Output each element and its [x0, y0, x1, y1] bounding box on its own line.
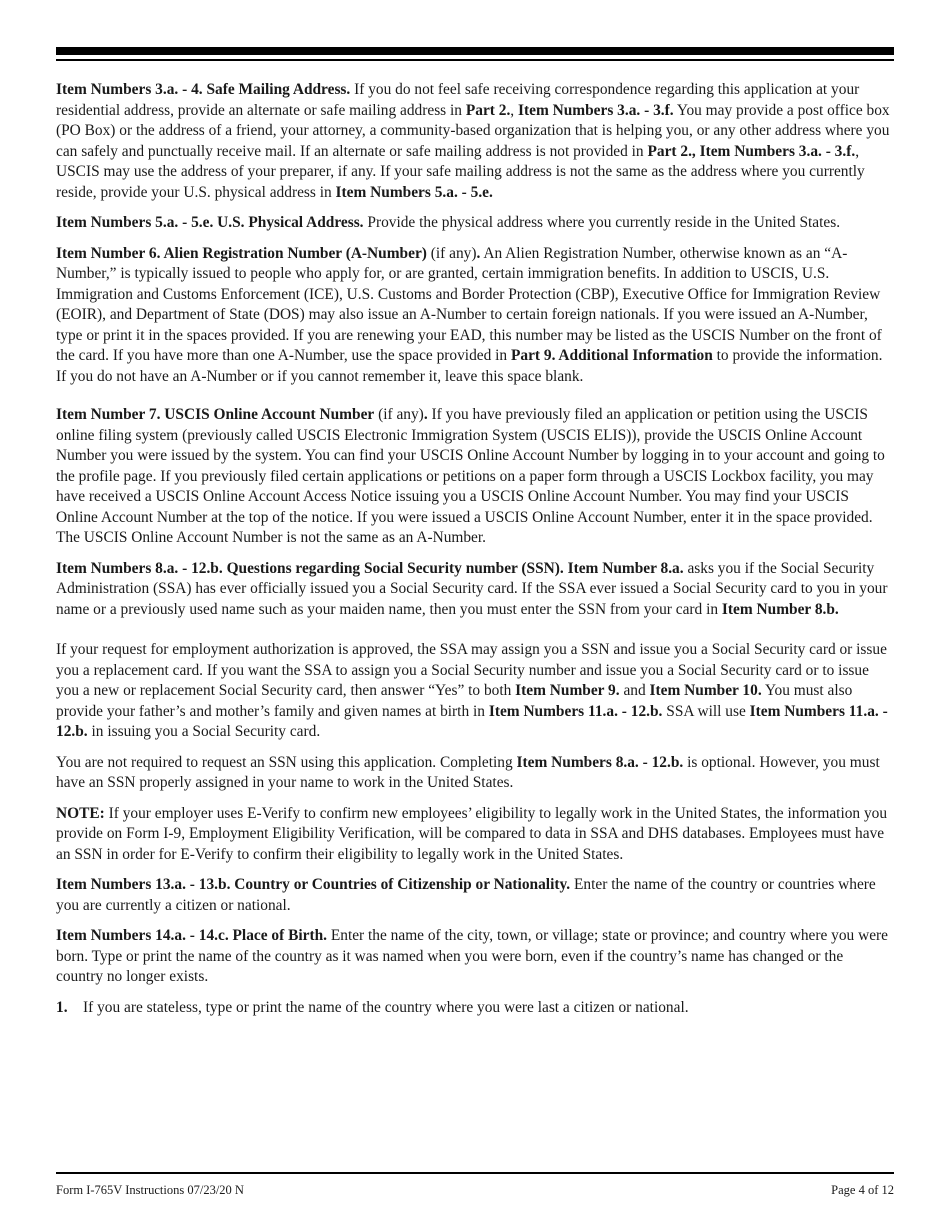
bold-ref: Part 2., Item Numbers 3.a. - 3.f. — [647, 142, 856, 160]
bold-ref: . — [423, 406, 428, 423]
footer-rule — [56, 1172, 894, 1174]
paragraph-us-physical-address — [56, 213, 894, 234]
header-rule-thick — [56, 47, 894, 55]
bold-ref: Item Numbers 8.a. - 12.b. — [516, 753, 684, 771]
list-number: 1. — [56, 998, 68, 1016]
bold-ref: Part 2. — [465, 101, 511, 119]
bold-ref: Item Number 8.b. — [721, 600, 839, 618]
bold-ref: Item Numbers 11.a. - 12.b. — [56, 702, 888, 740]
text: asks you if the Social Security Administration (SSA) has ever officially issued you a Social Security card. If the SSA ever issued a Social Security card to you in your name or a previously used name such as your maiden name, then you must enter the SSN from your card in — [56, 559, 888, 618]
header-rule-thin — [56, 59, 894, 61]
text: If your employer uses E-Verify to confirm new employees’ eligibility to legally work in the United States, the information you provide on Form I-9, Employment Eligibility Verification, will be compared to data in SSA and DHS databases. Employees must have an SSN in order for E-Verify to confirm their eligibility to legally work in the United States. — [56, 804, 888, 863]
text: If your request for employment authorization is approved, the SSA may assign you a SSN and issue you a Social Security card or issue you a replacement card. If you want the SSA to assign you a Social Security number and issue you a Social Security card or to issue you a new or replacement Social Security card, then answer “Yes” to both — [56, 641, 887, 699]
paragraph-note-e-verify — [56, 804, 894, 866]
text: , — [510, 101, 518, 119]
heading-citizenship: Item Numbers 13.a. - 13.b. Country or Countries of Citizenship or Nationality. — [56, 876, 571, 893]
bold-ref: Item Number 9. — [515, 682, 620, 699]
text: SSA will use — [662, 702, 750, 720]
text: (if any) — [374, 406, 424, 423]
instructions-body — [56, 80, 894, 1018]
heading-place-of-birth: Item Numbers 14.a. - 14.c. Place of Birth. — [56, 927, 327, 944]
bold-ref: Item Numbers 11.a. - 12.b. — [488, 702, 663, 720]
text: is optional. However, you must have an SSN properly assigned in your name to work in the United States. — [56, 753, 880, 791]
heading-online-account-number: Item Number 7. USCIS Online Account Number — [56, 406, 375, 423]
paragraph-a-number — [56, 244, 894, 388]
paragraph-online-account-number — [56, 405, 894, 549]
text: An Alien Registration Number, otherwise known as an “A-Number,” is typically issued to people who apply for, or are granted, certain immigration benefits. In addition to USCIS, U.S. Immigration and Customs Enforcement (ICE), U.S. Customs and Border Protection (CBP), Executive Office for Immigration Review (EOIR), and Department of State (DOS) may also issue an A-Number to certain foreign nationals. If you were issued an A-Number, type or print it in the spaces provided. If you are renewing your EAD, this number may be listed as the USCIS Number on the front of the card. If you have more than one A-Number, use the space provided in — [56, 244, 882, 364]
text: to provide the information. If you do not have an A-Number or if you cannot remember it, leave this space blank. — [56, 347, 883, 385]
footer-form-id: Form I-765V Instructions 07/23/20 N — [56, 1183, 244, 1197]
bold-ref: Item Numbers 5.a. - 5.e. — [335, 183, 493, 201]
text: Enter the name of the country or countries where you are currently a citizen or national. — [56, 876, 876, 914]
list-text: If you are stateless, type or print the name of the country where you were last a citizen or national. — [83, 998, 689, 1016]
paragraph-citizenship — [56, 875, 894, 916]
text: You are not required to request an SSN using this application. Completing — [56, 753, 517, 771]
list-item-stateless — [56, 998, 894, 1019]
text: Enter the name of the city, town, or village; state or province; and country where you were born. Type or print the name of the country as it was named when you were born, even if the country’s name has changed or the country no longer exists. — [56, 927, 888, 985]
bold-ref: Item Numbers 3.a. - 3.f. — [518, 101, 674, 119]
text: and — [619, 682, 650, 699]
heading-us-physical-address: Item Numbers 5.a. - 5.e. U.S. Physical Address. — [56, 214, 364, 231]
text: If you do not feel safe receiving correspondence regarding this application at your residential address, provide an alternate or safe mailing address in — [56, 81, 860, 119]
bold-ref: . — [476, 244, 481, 262]
paragraph-safe-mailing-address — [56, 80, 894, 203]
document-page — [56, 0, 894, 1230]
bold-ref: Part 9. Additional Information — [510, 347, 713, 364]
text: (if any) — [426, 244, 477, 262]
heading-a-number: Item Number 6. Alien Registration Number (A-Number) — [56, 244, 427, 262]
heading-ssn-questions: Item Numbers 8.a. - 12.b. Questions regarding Social Security number (SSN). Item Number 8.a. — [56, 559, 684, 577]
heading-safe-mailing-address: Item Numbers 3.a. - 4. Safe Mailing Address. — [56, 81, 351, 98]
paragraph-ssn-questions — [56, 559, 894, 621]
bold-ref: Item Number 10. — [649, 682, 762, 699]
footer-page-number: Page 4 of 12 — [831, 1183, 894, 1197]
paragraph-ssn-optional — [56, 753, 894, 794]
text: You may provide a post office box (PO Box) or the address of a friend, your attorney, a community-based organization that is helping you, or any other address where you can safely and punctually receive mail. If an alternate or safe mailing address is not provided in — [56, 101, 890, 160]
paragraph-employment-authorization — [56, 640, 894, 743]
text: in issuing you a Social Security card. — [87, 723, 321, 740]
paragraph-place-of-birth — [56, 926, 894, 988]
text: If you have previously filed an application or petition using the USCIS online filing system (previously called USCIS Electronic Immigration System (USCIS ELIS)), provide the USCIS Online Account Number you were issued by the system. You can find your USCIS Online Account Number by logging in to your account and going to the profile page. If you previously filed certain applications or petitions on a paper form through a USCIS Lockbox facility, you may have received a USCIS Online Account Access Notice issuing you a USCIS Online Account Number. You may find your USCIS Online Account Number at the top of the notice. If you were issued a USCIS Online Account Number, enter it in the space provided. The USCIS Online Account Number is not the same as an A-Number. — [56, 406, 885, 546]
text: Provide the physical address where you currently reside in the United States. — [363, 214, 841, 231]
text: , USCIS may use the address of your preparer, if any. If your safe mailing address is not the same as the address where you currently reside, provide your U.S. physical address in — [56, 142, 865, 201]
text: You must also provide your father’s and mother’s family and given names at birth in — [56, 682, 853, 720]
heading-note: NOTE: — [56, 804, 105, 822]
